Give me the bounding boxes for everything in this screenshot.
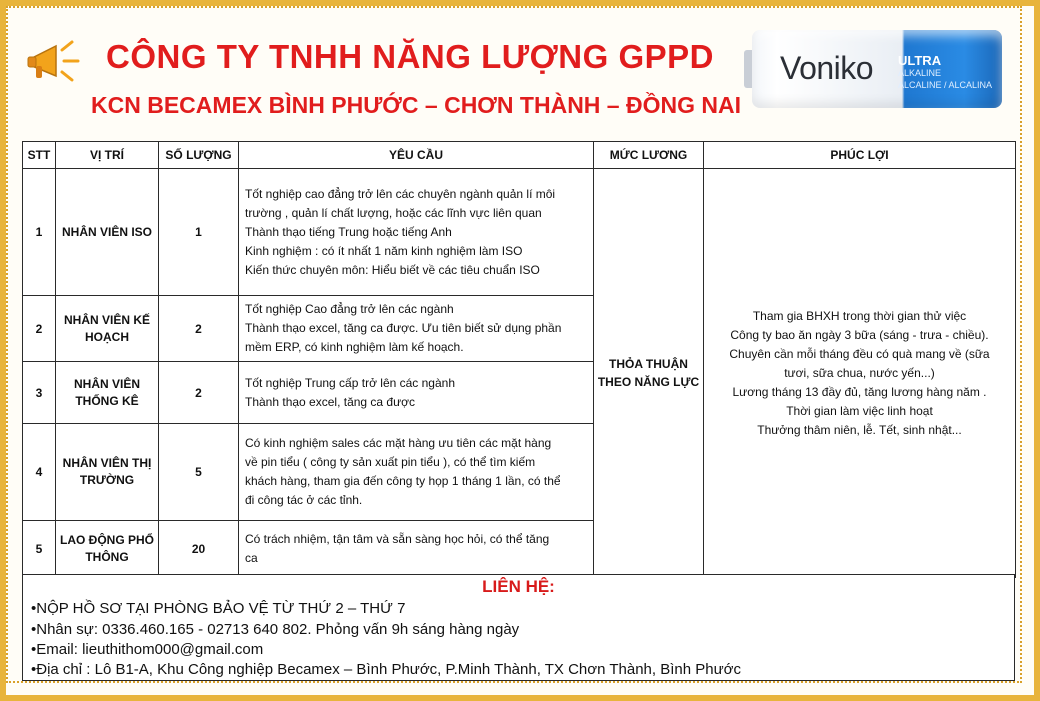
requirement-line: ca: [245, 551, 258, 565]
requirement-line: Tốt nghiệp cao đẳng trở lên các chuyên ngành quản lí môi: [245, 186, 556, 201]
row-quantity: 5: [159, 424, 239, 521]
benefits-cell: [704, 169, 1016, 578]
row-position: NHÂN VIÊN THỐNG KÊ: [56, 362, 159, 424]
job-table: [22, 141, 1016, 578]
row-quantity: 2: [159, 362, 239, 424]
salary-line: THEO NĂNG LỰC: [597, 375, 700, 389]
row-quantity: 2: [159, 296, 239, 362]
header-position: VỊ TRÍ: [56, 142, 159, 169]
row-quantity: 1: [159, 169, 239, 296]
salary-cell: [594, 169, 704, 578]
requirement-line: Thành thạo excel, tăng ca được. Ưu tiên biết sử dụng phần: [245, 321, 562, 335]
logo-ultra: [898, 55, 992, 91]
requirement-line: Tốt nghiệp Trung cấp trở lên các ngành: [245, 375, 455, 390]
header-requirements: YÊU CẦU: [239, 142, 594, 169]
row-position: NHÂN VIÊN ISO: [56, 169, 159, 296]
requirement-line: Kinh nghiệm : có ít nhất 1 năm kinh nghiệm làm ISO: [245, 243, 523, 258]
requirement-line: Thành thạo excel, tăng ca được: [245, 394, 416, 409]
contact-line-submit: •NỘP HỒ SƠ TẠI PHÒNG BẢO VỆ TỪ THỨ 2 – THỨ 7: [31, 600, 406, 617]
row-position: NHÂN VIÊN THỊ TRƯỜNG: [56, 424, 159, 521]
row-requirements: [239, 362, 594, 424]
requirement-line: Kiến thức chuyên môn: Hiểu biết về các tiêu chuẩn ISO: [245, 262, 540, 277]
row-requirements: [239, 169, 594, 296]
header-stt: STT: [23, 142, 56, 169]
contact-title: LIÊN HỆ:: [482, 577, 555, 596]
requirement-line: về pin tiểu ( công ty sản xuất pin tiểu ), có thể tìm kiếm: [245, 455, 536, 469]
header-quantity: SỐ LƯỢNG: [159, 142, 239, 169]
requirement-line: Thành thạo tiếng Trung hoặc tiếng Anh: [245, 224, 452, 239]
logo-alkaline-text: ALKALINE: [898, 68, 942, 78]
row-stt: 2: [23, 296, 56, 362]
requirement-line: Có kinh nghiệm sales các mặt hàng ưu tiên các mặt hàng: [245, 436, 552, 450]
contact-line-email[interactable]: •Email: lieuthithom000@gmail.com: [31, 641, 264, 658]
benefit-line: Thưởng thâm niên, lễ. Tết, sinh nhật...: [757, 422, 962, 437]
benefit-line: Lương tháng 13 đầy đủ, tăng lương hàng năm .: [732, 384, 987, 399]
contact-line-address: •Địa chỉ : Lô B1-A, Khu Công nghiệp Becamex – Bình Phước, P.Minh Thành, TX Chơn Thành, Bình Phước: [31, 661, 741, 678]
table-header-row: [23, 142, 1016, 169]
requirement-line: khách hàng, tham gia đến công ty họp 1 tháng 1 lần, có thể: [245, 474, 561, 488]
requirement-line: đi công tác ở các tỉnh.: [245, 493, 363, 507]
benefit-line: Chuyên cần mỗi tháng đều có quà mang về (sữa: [729, 346, 990, 361]
row-requirements: [239, 424, 594, 521]
benefit-line: tươi, sữa chua, nước yến...): [784, 365, 935, 380]
benefit-line: Thời gian làm việc linh hoạt: [786, 403, 933, 418]
table-row: [23, 169, 1016, 296]
requirement-line: Tốt nghiệp Cao đẳng trở lên các ngành: [245, 302, 454, 316]
row-stt: 5: [23, 521, 56, 578]
logo-ultra-text: ULTRA: [898, 53, 942, 68]
row-requirements: [239, 296, 594, 362]
contact-line-phone: •Nhân sự: 0336.460.165 - 02713 640 802. Phỏng vấn 9h sáng hàng ngày: [31, 621, 520, 638]
row-stt: 4: [23, 424, 56, 521]
header-salary: MỨC LƯƠNG: [594, 142, 704, 169]
logo-brand: Voniko: [780, 50, 874, 86]
logo-alcaline-text: ALCALINE / ALCALINA: [898, 80, 993, 90]
salary-line: THỎA THUẬN: [609, 357, 688, 371]
company-location: KCN BECAMEX BÌNH PHƯỚC – CHƠN THÀNH – ĐỒNG NAI: [91, 92, 741, 118]
header-benefits: PHÚC LỢI: [704, 142, 1016, 169]
megaphone-icon: [26, 36, 84, 88]
requirement-line: mềm ERP, có kinh nghiệm làm kế hoạch.: [245, 340, 464, 354]
row-stt: 1: [23, 169, 56, 296]
contact-box: [22, 574, 1015, 681]
row-position: LAO ĐỘNG PHỔ THÔNG: [56, 521, 159, 578]
row-position: NHÂN VIÊN KẾ HOẠCH: [56, 296, 159, 362]
requirement-line: trường , quản lí chất lượng, hoặc các lĩnh vực liên quan: [245, 205, 542, 220]
row-quantity: 20: [159, 521, 239, 578]
benefit-line: Công ty bao ăn ngày 3 bữa (sáng - trưa - chiều).: [730, 327, 989, 342]
row-stt: 3: [23, 362, 56, 424]
benefit-line: Tham gia BHXH trong thời gian thử việc: [752, 308, 967, 323]
company-title: CÔNG TY TNHH NĂNG LƯỢNG GPPD: [106, 38, 714, 75]
row-requirements: [239, 521, 594, 578]
requirement-line: Có trách nhiệm, tận tâm và sẵn sàng học hỏi, có thể tăng: [245, 532, 550, 546]
